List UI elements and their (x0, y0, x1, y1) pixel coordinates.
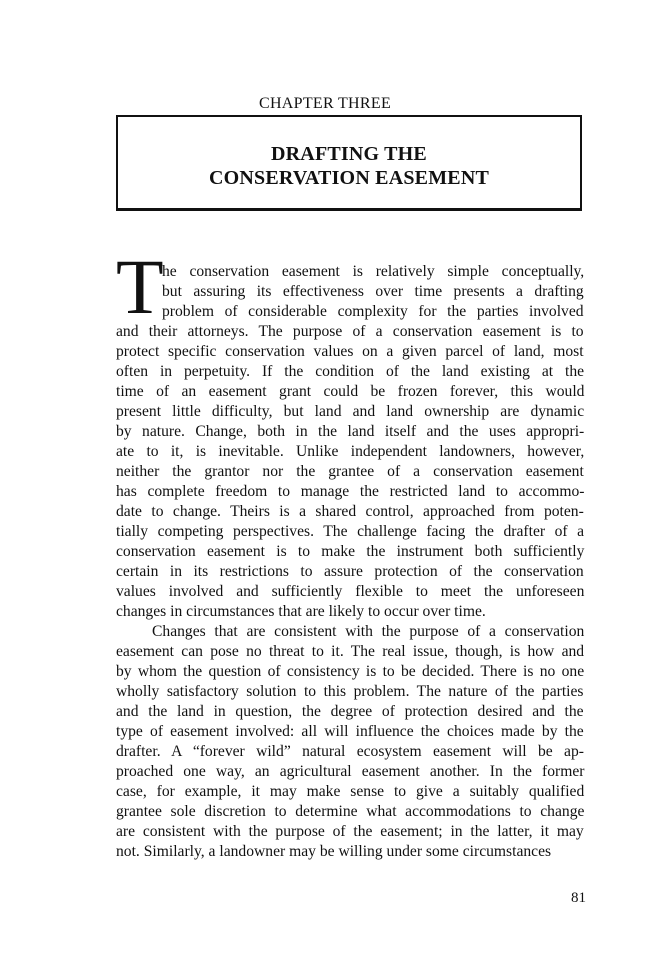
text-line: conservation easement is to make the instrument both sufficiently (116, 543, 585, 560)
text-line: date to change. Theirs is a shared control, approached from poten- (116, 503, 584, 520)
text-line: case, for example, it may make sense to give a suitably qualified (116, 783, 585, 800)
text-line: time of an easement grant could be frozen forever, this would (116, 383, 585, 400)
text-line: and their attorneys. The purpose of a conservation easement is to (116, 323, 584, 340)
chapter-label: CHAPTER THREE (258, 95, 392, 112)
text-line: type of easement involved: all will influence the choices made by the (116, 723, 584, 740)
text-line: he conservation easement is relatively simple conceptually, (162, 263, 585, 280)
chapter-title-line-2: CONSERVATION EASEMENT (208, 167, 490, 189)
text-line: but assuring its effectiveness over time presents a drafting (162, 283, 584, 300)
text-line: protect specific conservation values on a given parcel of land, most (116, 343, 584, 360)
text-line: neither the grantor nor the grantee of a conservation easement (116, 463, 584, 480)
text-line: drafter. A “forever wild” natural ecosystem easement will be ap- (116, 743, 584, 760)
text-line: are consistent with the purpose of the easement; in the latter, it may (116, 823, 584, 840)
text-line: ate to it, is inevitable. Unlike independent landowners, however, (116, 443, 585, 460)
text-line: values involved and sufficiently flexible to meet the unforeseen (116, 583, 585, 600)
page-number: 81 (571, 890, 586, 906)
text-line: often in perpetuity. If the condition of the land existing at the (116, 363, 585, 380)
text-line: tially competing perspectives. The challenge facing the drafter of a (116, 523, 585, 540)
text-line: problem of considerable complexity for the parties involved (162, 303, 584, 320)
text-line: present little difficulty, but land and land ownership are dynamic (116, 403, 585, 420)
chapter-title-box (116, 115, 582, 211)
text-line: wholly satisfactory solution to this problem. The nature of the parties (116, 683, 584, 700)
text-line: certain in its restrictions to assure protection of the conservation (116, 563, 584, 580)
text-line: and the land in question, the degree of protection desired and the (116, 703, 584, 720)
text-line: by whom the question of consistency is to be decided. There is no one (116, 663, 585, 680)
text-line: not. Similarly, a landowner may be willing under some circumstances (116, 843, 552, 860)
chapter-title-line-1: DRAFTING THE (271, 143, 427, 165)
text-line: proached one way, an agricultural easement another. In the former (116, 763, 585, 780)
text-line: changes in circumstances that are likely to occur over time. (116, 603, 486, 620)
text-line: by nature. Change, both in the land itself and the uses appropri- (116, 423, 585, 440)
text-line: Changes that are consistent with the purpose of a conservation (152, 623, 585, 640)
text-line: grantee sole discretion to determine what accommodations to change (116, 803, 585, 820)
drop-cap: T (116, 243, 164, 330)
text-line: easement can pose no threat to it. The real issue, though, is how and (116, 643, 585, 660)
text-line: has complete freedom to manage the restricted land to accommo- (116, 483, 585, 500)
